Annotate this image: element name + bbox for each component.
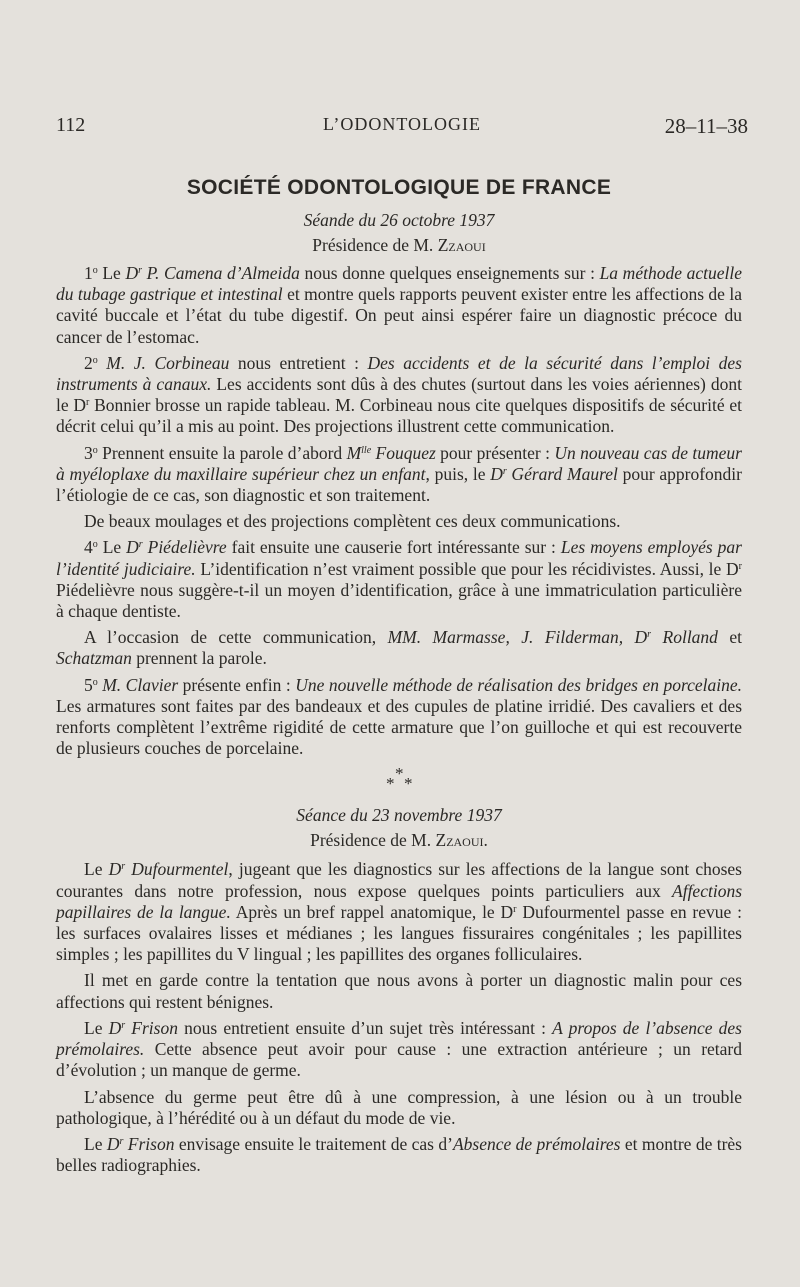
speaker-name: Fouquez [371,442,436,463]
asterism-star: * [395,764,404,784]
text-run: nous donne quelques enseignements sur : [299,263,600,283]
text-run: nous entretient ensuite d’un sujet très intéressant : [177,1017,553,1038]
honorific-sup: r [119,1135,124,1147]
talk-title: Absence de prémolaires [452,1133,621,1154]
text-run: Le [84,1017,109,1038]
asterism-divider [56,765,742,799]
speaker-name: Gérard Maurel [506,463,618,484]
honorific-sup: r [738,560,742,572]
speaker-name: Frison [123,1133,175,1154]
honorific-sup: r [121,1019,126,1031]
running-head [56,114,748,144]
meeting-header [56,803,742,853]
paragraph: Il met en garde contre la tentation que nous avons à porter un diagnostic malin pour ces affections qui restent bénignes. [56,970,742,1012]
ordinal-mark: o [92,676,98,688]
text-run: Prennent ensuite la parole d’abord [97,442,347,463]
presidence-prefix: Présidence de M. [310,830,436,851]
paragraph [56,859,742,965]
text-run: Cette absence peut avoir pour cause : une extraction antérieure ; un retard d’évolution ; un manque de germe. [56,1039,742,1081]
talk-title: La méthode actuelle du tubage gastrique et intestinal [56,263,742,305]
talk-title: Des accidents et de la sécurité dans l’emploi des instruments à canaux. [56,352,742,395]
seance-date: Séande du 26 octobre 1937 [303,210,495,230]
item-number: 2 [84,352,93,373]
honorific-sup: r [513,903,517,915]
text-run: et [717,627,743,648]
text-run: , puis, le [425,463,491,484]
text-run: , jugeant que les diagnostics sur les affections de la langue sont choses courantes dans notre profession, nous expose quelques points particuliers aux [56,859,742,901]
text-run: Le [97,537,127,558]
paragraph [56,537,742,622]
presidence-prefix: Présidence de M. [312,235,438,255]
speaker-names: MM. Marmasse, J. Filderman, D [387,627,648,648]
paragraph [56,1018,742,1082]
paragraph: De beaux moulages et des projections complètent ces deux communications. [84,511,621,532]
speaker-name: Dufourmentel [125,859,229,880]
speaker-name: P. Camena d’Almeida [142,263,300,283]
journal-title: L’ODONTOLOGIE [323,114,481,134]
issue-date: 28–11–38 [664,114,748,138]
speaker-name: M. J. Corbineau [106,352,230,373]
honorific-sup: r [647,629,652,641]
text-run: envisage ensuite le traitement de cas d’ [174,1133,453,1154]
speaker-name: Schatzman [56,648,132,669]
text-run: Les accidents sont dûs à des chutes (surtout dans les voies aériennes) dont le D [56,374,743,416]
page-number: 112 [56,114,86,136]
item-number: 4 [84,537,93,558]
asterism-star: * [386,774,395,794]
text-run: L’identification n’est vraiment possible que pour les récidivistes. Aussi, le D [195,558,739,579]
speaker-name: Rolland [651,627,718,648]
asterism-star: * [404,774,413,794]
speaker-name: Frison [125,1017,178,1038]
honorific: D [106,1133,120,1154]
talk-title: Un nouveau cas de tumeur à myéloplaxe du maxillaire supérieur chez un enfant [56,442,742,484]
item-number: 3 [84,442,93,463]
text-run: et montre de très belles radiographies. [56,1133,742,1176]
talk-title: Affections papillaires de la langue. [56,880,742,922]
ordinal-mark: o [92,265,98,276]
ordinal-mark: o [92,354,98,366]
speaker-name: M. Clavier [102,674,179,695]
article-title: SOCIÉTÉ ODONTOLOGIQUE DE FRANCE [186,176,612,199]
text-run: A l’occasion de cette communication, [84,627,388,648]
seance-date: Séance du 23 novembre 1937 [296,805,502,826]
text-run: fait ensuite une causerie fort intéressante sur : [226,537,561,558]
honorific-sup: r [138,539,143,551]
text-run: Le [97,263,126,283]
paragraph [56,353,742,438]
text-run: pour approfondir l’étiologie de ce cas, son diagnostic et son traitement. [56,463,742,506]
text-run: Les armatures sont faites par des bandeaux et des cupules de platine irridié. Des cavaliers et des renforts complètent l’extrême rigidité de cette armature que l’on guilloche et qui est recouverte de plusieurs couches de porcelaine. [56,695,742,759]
honorific: D [125,263,139,283]
presidence-line [56,828,742,853]
ordinal-mark: o [92,539,98,551]
honorific-sup: r [138,265,142,276]
honorific: M [346,442,362,463]
paragraph [56,443,742,507]
president-name: Zzaoui. [435,830,488,851]
text-run: Le [84,859,109,880]
honorific-sup: r [86,397,90,409]
presidence-line [56,233,742,258]
text-run: Bonnier brosse un rapide tableau. M. Corbineau nous cite quelques dispositifs de sécurité et décrit celui qu’il a mis au point. Des projections illustrent cette communication. [56,395,742,437]
item-number: 1 [84,263,93,283]
text-run: pour présenter : [435,442,555,463]
paragraph: L’absence du germe peut être dû à une compression, à une lésion ou à un trouble pathologique, à l’hérédité ou à un défaut du mode de vie. [56,1086,742,1128]
honorific-sup: lle [361,444,372,456]
text-run: prennent la parole. [131,648,267,669]
paragraph [56,675,742,760]
honorific: D [108,1017,122,1038]
honorific: D [126,537,139,558]
ordinal-mark: o [92,444,98,456]
text-run: et montre quels rapports peuvent exister entre les affections de la cavité buccale et l’état du tube digestif. On peut ainsi espérer faire un diagnostic précoce du cancer de l’estomac. [56,284,742,347]
text-run: Après un bref rappel anatomique, le D [230,901,514,922]
item-number: 5 [84,674,93,695]
honorific: D [108,859,122,880]
paragraph [56,263,742,348]
text-run: présente enfin : [178,674,296,695]
text-run: Dufourmentel passe en revue : les surfaces ovalaires lisses et médianes ; les langues fissuraires congénitales ; les papillites simples ; les papillites du V lingual ; les papillites des organes folliculaires. [56,901,742,965]
talk-title: Une nouvelle méthode de réalisation des bridges en porcelaine. [295,674,743,695]
honorific: D [490,463,503,484]
paragraph [56,627,742,669]
honorific-sup: r [502,465,507,477]
paragraph [56,1134,742,1176]
text-run: Piédelièvre nous suggère-t-il un moyen d’identification, grâce à une immatriculation particulière à chaque dentiste. [56,579,742,622]
speaker-name: Piédelièvre [142,537,227,558]
text-run: nous entretient : [229,352,368,373]
text-run [98,353,107,373]
text-run: Le [84,1133,107,1154]
talk-title: A propos de l’absence des prémolaires. [56,1017,742,1060]
president-name: Zzaoui [437,235,486,255]
article-body [56,174,742,1176]
talk-title: Les moyens employés par l’identité judiciaire. [56,537,742,579]
honorific-sup: r [121,861,126,873]
